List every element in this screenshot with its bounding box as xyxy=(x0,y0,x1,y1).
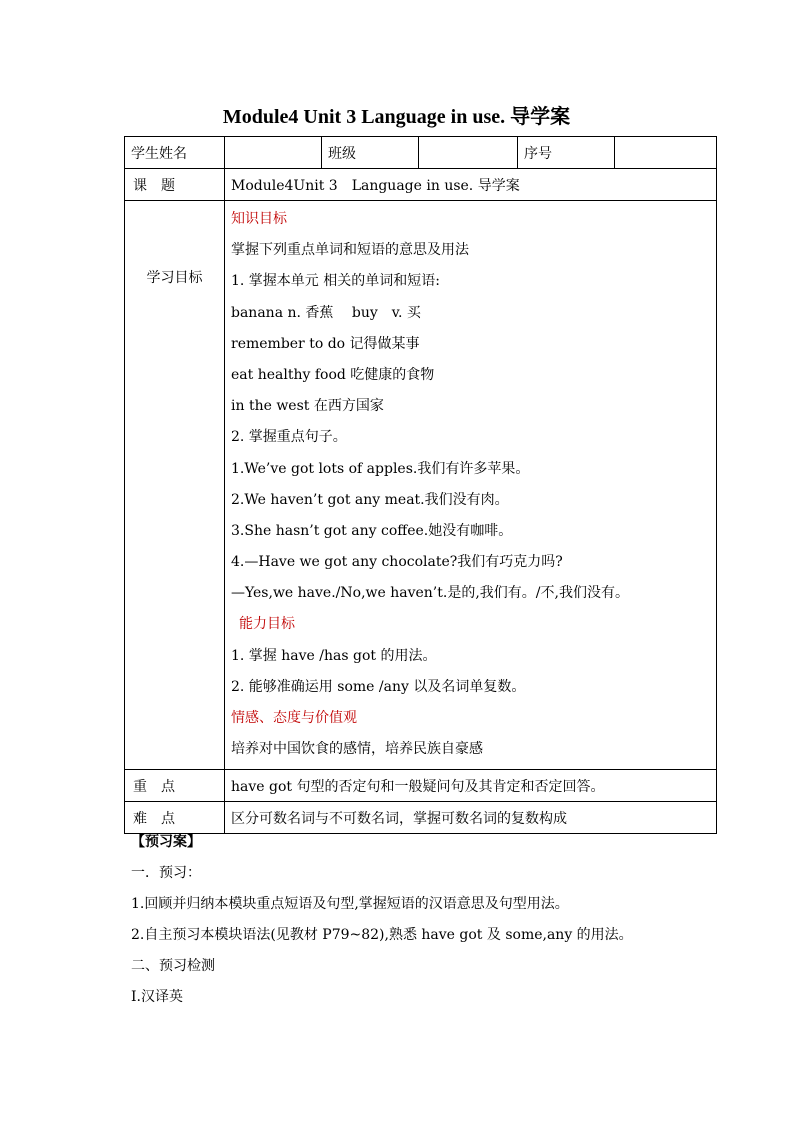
seat-number-label: 序号 xyxy=(518,137,615,169)
goal-line: 4.—Have we got any chocolate?我们有巧克力吗? xyxy=(231,554,563,571)
goal-line: 培养对中国饮食的感情，培养民族自豪感 xyxy=(231,741,483,758)
class-value xyxy=(419,137,518,169)
ability-goals-heading: 能力目标 xyxy=(239,616,295,633)
key-point-value: have got 句型的否定句和一般疑问句及其肯定和否定回答。 xyxy=(225,770,717,802)
goal-line: 掌握下列重点单词和短语的意思及用法 xyxy=(231,242,469,259)
preview-section-1: 一．预习： xyxy=(131,865,201,881)
page-title: Module4 Unit 3 Language in use. 导学案 xyxy=(222,106,571,128)
topic-row xyxy=(125,169,717,201)
goal-line: 2. 能够准确运用 some /any 以及名词单复数。 xyxy=(231,678,526,695)
difficulty-value: 区分可数名词与不可数名词，掌握可数名词的复数构成 xyxy=(225,802,717,834)
preview-section xyxy=(131,827,731,1013)
class-label: 班级 xyxy=(322,137,419,169)
knowledge-goals-heading: 知识目标 xyxy=(231,211,287,227)
student-name-value xyxy=(225,137,322,169)
goal-line: banana n. 香蕉 buy v. 买 xyxy=(231,304,421,321)
topic-label: 课 题 xyxy=(125,169,225,201)
learning-goals-row xyxy=(125,201,717,770)
goal-line: —Yes,we have./No,we haven’t.是的,我们有。/不,我们没有。 xyxy=(231,585,629,602)
preview-section-2: 二、预习检测 xyxy=(131,958,215,974)
preview-sub-1: Ⅰ.汉译英 xyxy=(131,989,183,1005)
key-point-label: 重 点 xyxy=(125,770,225,802)
goal-line: in the west 在西方国家 xyxy=(231,398,384,415)
student-name-label: 学生姓名 xyxy=(125,137,225,169)
goal-line: 1. 掌握 have /has got 的用法。 xyxy=(231,647,437,664)
goal-line: remember to do 记得做某事 xyxy=(231,335,420,352)
goal-line: 1. 掌握本单元 相关的单词和短语: xyxy=(231,273,440,290)
goal-line: 2. 掌握重点句子。 xyxy=(231,429,347,446)
difficulty-label: 难 点 xyxy=(125,802,225,834)
preview-heading: 【预习案】 xyxy=(131,834,201,850)
preview-item-1: 1.回顾并归纳本模块重点短语及句型,掌握短语的汉语意思及句型用法。 xyxy=(131,896,569,912)
preview-item-2: 2.自主预习本模块语法(见教材 P79~82),熟悉 have got 及 some,any 的用法。 xyxy=(131,927,633,943)
topic-value: Module4Unit 3 Language in use. 导学案 xyxy=(225,169,717,201)
study-guide-table xyxy=(124,136,717,834)
goal-line: 2.We haven’t got any meat.我们没有肉。 xyxy=(231,491,509,508)
seat-number-value xyxy=(615,137,717,169)
goal-line: 1.We’ve got lots of apples.我们有许多苹果。 xyxy=(231,460,530,477)
learning-goals-content xyxy=(225,201,717,770)
goal-line: 3.She hasn’t got any coffee.她没有咖啡。 xyxy=(231,522,513,539)
goal-line: eat healthy food 吃健康的食物 xyxy=(231,366,435,383)
learning-goals-label: 学习目标 xyxy=(125,201,225,770)
key-point-row xyxy=(125,770,717,802)
attitude-values-heading: 情感、态度与价值观 xyxy=(231,710,357,726)
student-info-row xyxy=(125,137,717,169)
